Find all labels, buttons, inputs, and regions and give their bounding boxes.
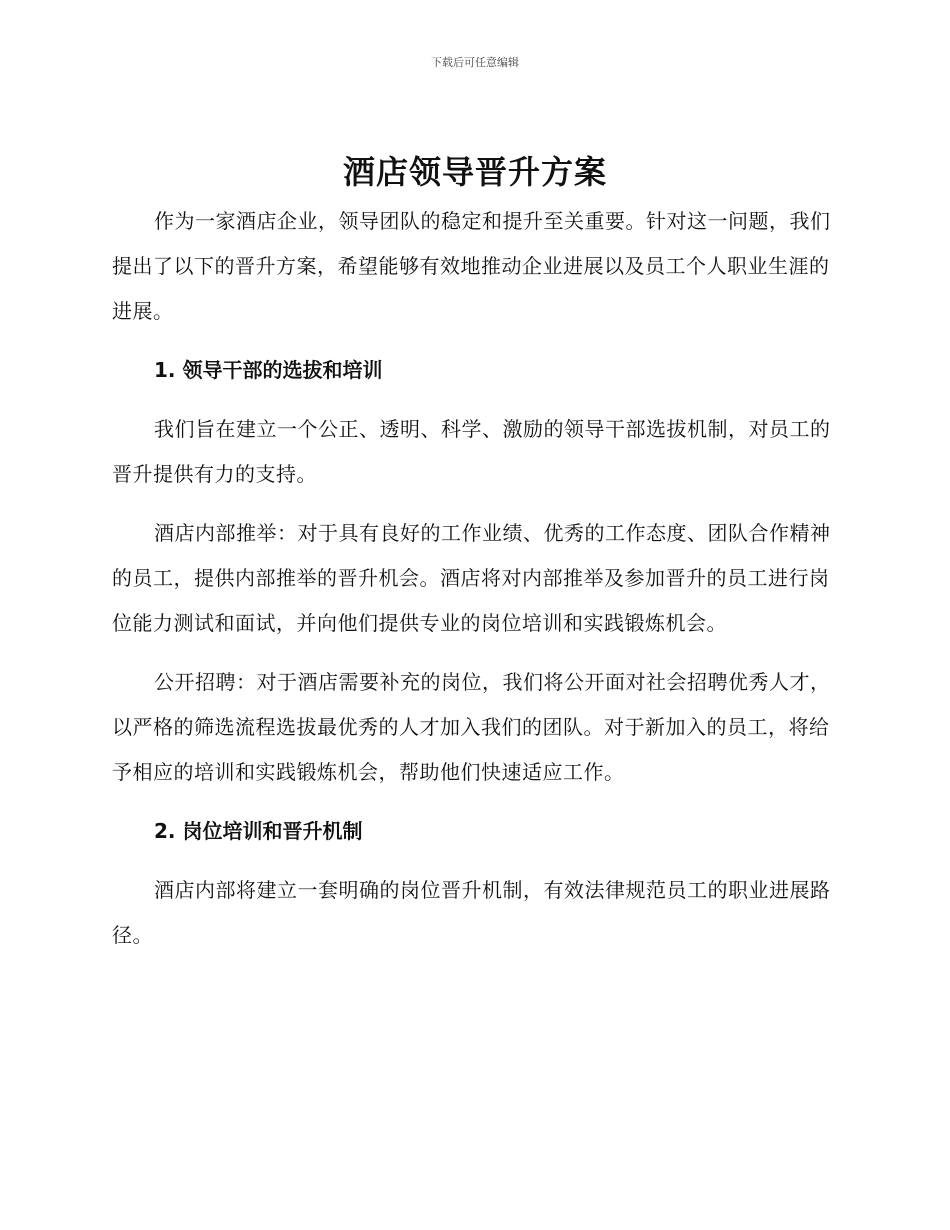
section1-paragraph-3: 公开招聘：对于酒店需要补充的岗位，我们将公开面对社会招聘优秀人才，以严格的筛选流程选拔最优秀的人才加入我们的团队。对于新加入的员工，将给予相应的培训和实践锻炼机会，帮助他们快速适应工作。: [112, 670, 831, 784]
document-body: [112, 199, 832, 958]
document-title: 酒店领导晋升方案: [342, 153, 607, 191]
section2-paragraph-1: 酒店内部将建立一套明确的岗位晋升机制，有效法律规范员工的职业进展路径。: [112, 878, 831, 947]
section-heading-2: 2. 岗位培训和晋升机制: [154, 819, 363, 843]
section1-paragraph-1: 我们旨在建立一个公正、透明、科学、激励的领导干部选拔机制，对员工的晋升提供有力的支持。: [112, 417, 831, 486]
header-note: 下载后可任意编辑: [431, 56, 519, 69]
section-heading-1: 1. 领导干部的选拔和培训: [154, 358, 383, 382]
section1-paragraph-2: 酒店内部推举：对于具有良好的工作业绩、优秀的工作态度、团队合作精神的员工，提供内部推举的晋升机会。酒店将对内部推举及参加晋升的员工进行岗位能力测试和面试，并向他们提供专业的岗位培训和实践锻炼机会。: [112, 521, 831, 635]
intro-paragraph: 作为一家酒店企业，领导团队的稳定和提升至关重要。针对这一问题，我们提出了以下的晋升方案，希望能够有效地推动企业进展以及员工个人职业生涯的进展。: [112, 209, 831, 323]
